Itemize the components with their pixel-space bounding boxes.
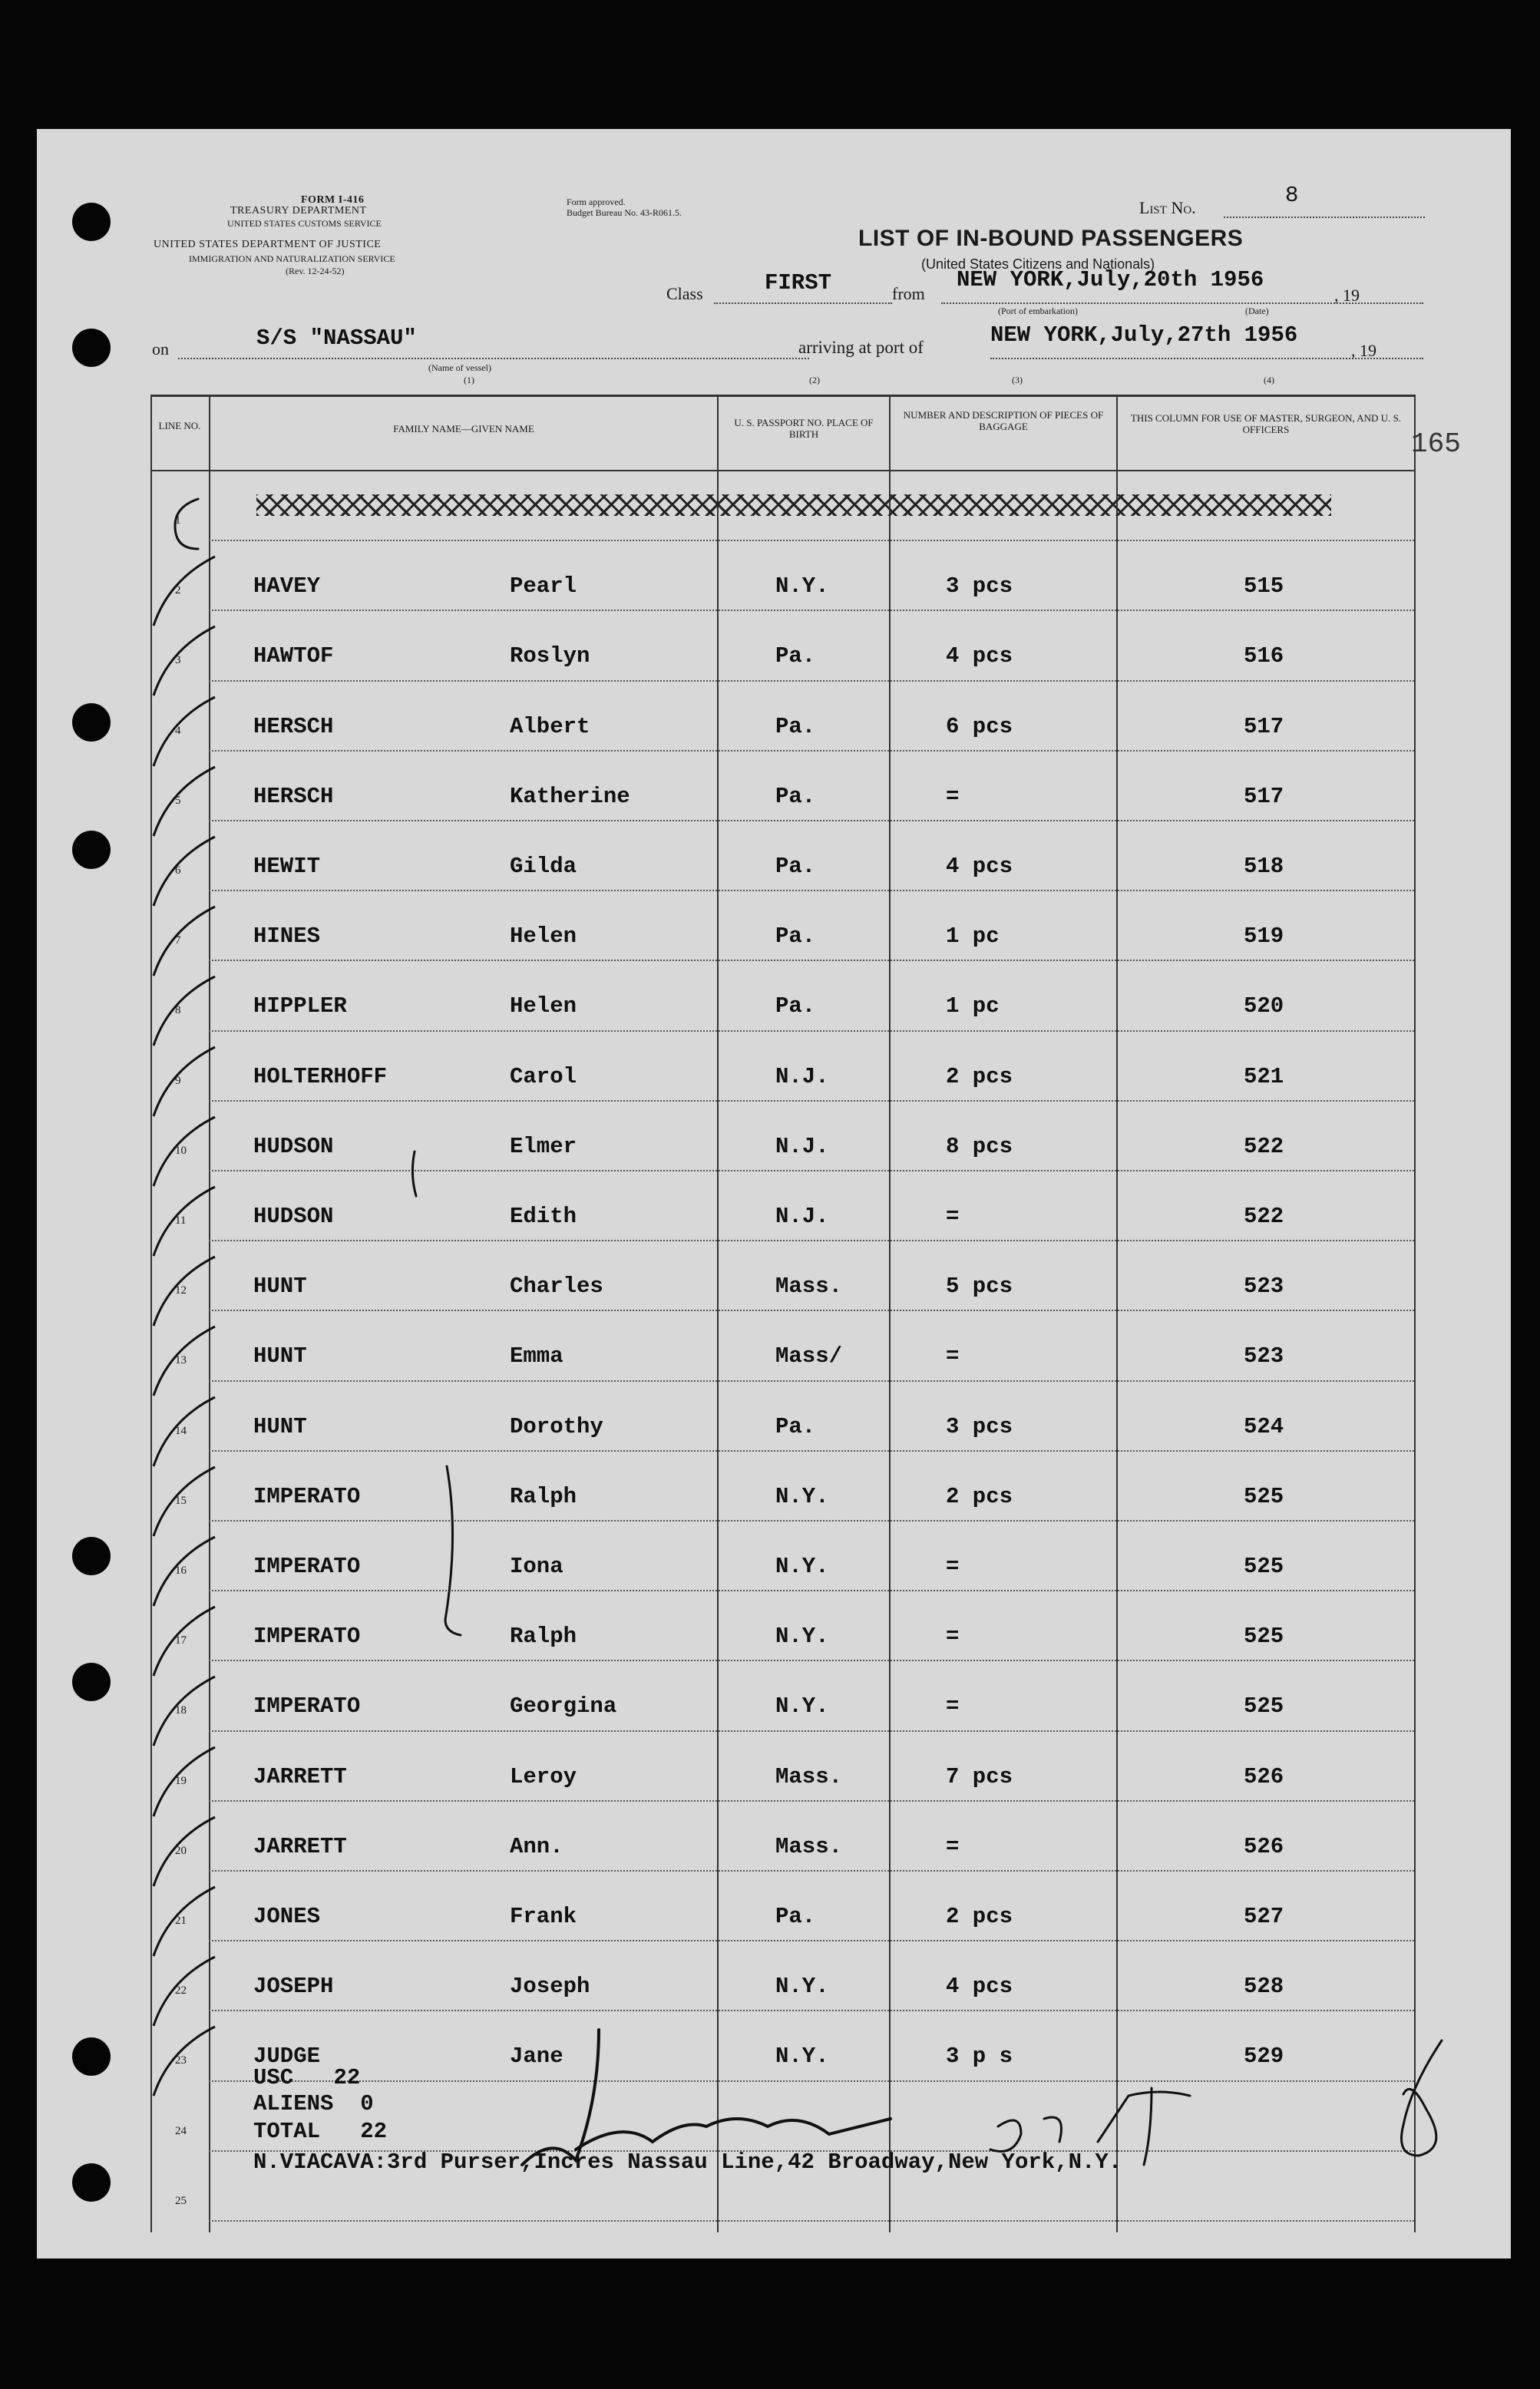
family-name: HAVEY: [253, 573, 321, 600]
baggage-count: 2 pcs: [946, 1483, 1013, 1509]
line-number: 2: [175, 584, 181, 597]
line-number: 25: [175, 2194, 187, 2207]
signature-scrawl: [522, 2030, 599, 2165]
class-value: FIRST: [765, 270, 832, 296]
given-name: Albert: [510, 713, 590, 739]
baggage-count: 4 pcs: [946, 854, 1013, 879]
baggage-count: 4 pcs: [946, 643, 1013, 669]
place-of-birth: N.Y.: [775, 1624, 829, 1650]
officer-number: 525: [1244, 1554, 1284, 1579]
baggage-count: 3 p s: [946, 2044, 1013, 2070]
given-name: Helen: [510, 993, 577, 1019]
on-label: on: [152, 339, 169, 359]
baggage-count: =: [946, 1204, 960, 1229]
given-name: Dorothy: [510, 1413, 603, 1439]
place-of-birth: N.Y.: [775, 2044, 829, 2070]
place-of-birth: Pa.: [775, 1904, 816, 1929]
given-name: Pearl: [510, 573, 577, 600]
place-of-birth: N.Y.: [775, 573, 829, 600]
given-name: Carol: [510, 1063, 577, 1089]
place-of-birth: Pa.: [775, 1413, 816, 1439]
form-number: FORM I-416: [301, 194, 365, 206]
baggage-count: =: [946, 1624, 960, 1650]
officer-number: 519: [1244, 924, 1284, 950]
baggage-count: =: [946, 1554, 960, 1579]
officer-number: 525: [1244, 1624, 1284, 1650]
signature-scrawl: [576, 2119, 891, 2149]
given-name: Joseph: [510, 1974, 590, 2000]
family-name: JUDGE: [253, 2044, 321, 2070]
ins-service: IMMIGRATION AND NATURALIZATION SERVICE: [189, 253, 395, 264]
handwritten-number: [990, 2088, 1190, 2165]
officer-number: 523: [1244, 1274, 1284, 1300]
family-name: HEWIT: [253, 854, 321, 879]
usc-count: USC 22: [253, 2065, 361, 2090]
list-no-label: List No.: [1139, 198, 1196, 217]
given-name: Emma: [510, 1343, 563, 1370]
family-name: HUNT: [253, 1413, 307, 1439]
officer-number: 523: [1244, 1343, 1284, 1370]
baggage-count: 6 pcs: [946, 713, 1013, 739]
line-number: 23: [175, 2054, 187, 2067]
customs-service: UNITED STATES CUSTOMS SERVICE: [227, 218, 382, 229]
baggage-header: NUMBER AND DESCRIPTION OF PIECES OF BAGGAGE: [903, 409, 1104, 432]
embarkation-value: NEW YORK,July,20th 1956: [957, 267, 1264, 292]
line-number: 11: [175, 1214, 187, 1227]
family-name: HUDSON: [253, 1204, 334, 1229]
line-number: 21: [175, 1915, 187, 1927]
family-name: HUNT: [253, 1274, 307, 1300]
place-of-birth: Pa.: [775, 713, 816, 739]
line-number: 18: [175, 1704, 187, 1717]
line-number: 16: [175, 1565, 187, 1577]
vessel-caption: (Name of vessel): [428, 362, 491, 373]
line-number: 6: [175, 864, 181, 877]
class-label: Class: [666, 284, 703, 303]
baggage-count: 2 pcs: [946, 1063, 1013, 1089]
passport-header: U. S. PASSPORT NO. PLACE OF BIRTH: [734, 417, 874, 440]
given-name: Charles: [510, 1274, 603, 1300]
line-number: 13: [175, 1354, 187, 1367]
arriving-label: arriving at port of: [798, 338, 924, 357]
officer-number: 522: [1244, 1204, 1284, 1229]
handwritten-number: [1402, 2040, 1443, 2156]
place-of-birth: N.J.: [775, 1133, 829, 1159]
given-name: Frank: [510, 1904, 577, 1929]
subtitle: (United States Citizens and Nationals): [921, 256, 1155, 272]
given-name: Iona: [510, 1554, 563, 1579]
baggage-count: 3 pcs: [946, 573, 1013, 600]
given-name: Helen: [510, 924, 577, 950]
baggage-count: 4 pcs: [946, 1974, 1013, 2000]
line-no-header: LINE NO.: [158, 420, 201, 431]
officer-number: 515: [1244, 573, 1284, 600]
officer-number: 521: [1244, 1063, 1284, 1089]
line-number: 14: [175, 1424, 187, 1437]
line-number: 9: [175, 1074, 181, 1087]
given-name: Jane: [510, 2044, 563, 2070]
place-of-birth: Mass/: [775, 1343, 843, 1370]
given-name: Edith: [510, 1204, 577, 1229]
given-name: Roslyn: [510, 643, 590, 669]
year-prefix-2: , 19: [1351, 341, 1376, 360]
family-name: JARRETT: [253, 1833, 347, 1859]
officer-number: 516: [1244, 643, 1284, 669]
budget-bureau: Budget Bureau No. 43-R061.5.: [567, 207, 682, 218]
place-of-birth: N.J.: [775, 1063, 829, 1089]
circled-check-mark: [175, 499, 198, 549]
place-of-birth: N.J.: [775, 1204, 829, 1229]
family-name: JOSEPH: [253, 1974, 334, 2000]
family-name: IMPERATO: [253, 1483, 361, 1509]
officer-number: 517: [1244, 783, 1284, 809]
baggage-count: 1 pc: [946, 924, 1000, 950]
baggage-count: =: [946, 1833, 960, 1859]
baggage-count: 8 pcs: [946, 1133, 1013, 1159]
line-number: 24: [175, 2124, 187, 2137]
officer-number: 524: [1244, 1413, 1284, 1439]
place-of-birth: N.Y.: [775, 1483, 829, 1509]
place-of-birth: Pa.: [775, 783, 816, 809]
place-of-birth: Mass.: [775, 1833, 843, 1859]
from-label: from: [892, 284, 925, 303]
place-of-birth: N.Y.: [775, 1974, 829, 2000]
baggage-count: 3 pcs: [946, 1413, 1013, 1439]
given-name: Ann.: [510, 1833, 563, 1859]
officer-number: 526: [1244, 1833, 1284, 1859]
year-prefix-1: , 19: [1334, 286, 1360, 305]
place-of-birth: Pa.: [775, 924, 816, 950]
bracket-mark: [445, 1466, 461, 1635]
baggage-count: =: [946, 1343, 960, 1370]
form-approved: Form approved.: [567, 197, 626, 207]
family-name: HINES: [253, 924, 321, 950]
family-name: JONES: [253, 1904, 321, 1929]
officer-number: 529: [1244, 2044, 1284, 2070]
vessel-name: S/S "NASSAU": [256, 325, 417, 351]
officer-number: 520: [1244, 993, 1284, 1019]
baggage-count: 5 pcs: [946, 1274, 1013, 1300]
baggage-count: 1 pc: [946, 993, 1000, 1019]
page-title: LIST OF IN-BOUND PASSENGERS: [858, 226, 1244, 251]
line-number: 15: [175, 1494, 187, 1507]
date-caption: (Date): [1245, 306, 1269, 316]
officer-number: 528: [1244, 1974, 1284, 2000]
family-name: JARRETT: [253, 1763, 347, 1789]
line-number: 20: [175, 1844, 187, 1857]
given-name: Katherine: [510, 783, 630, 809]
line-number: 10: [175, 1144, 187, 1157]
place-of-birth: Pa.: [775, 643, 816, 669]
baggage-count: =: [946, 783, 960, 809]
officer-number: 525: [1244, 1693, 1284, 1720]
col1-number: (1): [464, 375, 474, 385]
family-name: HOLTERHOFF: [253, 1063, 388, 1089]
place-of-birth: Mass.: [775, 1274, 843, 1300]
officers-header: THIS COLUMN FOR USE OF MASTER, SURGEON, AND U. S. OFFICERS: [1130, 412, 1402, 435]
revision: (Rev. 12-24-52): [286, 266, 345, 276]
list-no-value: 8: [1285, 183, 1299, 208]
name-header: FAMILY NAME—GIVEN NAME: [393, 423, 534, 435]
line-number: 8: [175, 1004, 181, 1017]
baggage-count: 7 pcs: [946, 1763, 1013, 1789]
family-name: IMPERATO: [253, 1693, 361, 1720]
family-name: HAWTOF: [253, 643, 334, 669]
given-name: Ralph: [510, 1624, 577, 1650]
given-name: Gilda: [510, 854, 577, 879]
family-name: IMPERATO: [253, 1554, 361, 1579]
officer-number: 527: [1244, 1904, 1284, 1929]
line-number: 4: [175, 724, 181, 737]
total-count: TOTAL 22: [253, 2119, 388, 2144]
line-number: 12: [175, 1284, 187, 1297]
family-name: HERSCH: [253, 783, 334, 809]
baggage-count: =: [946, 1693, 960, 1720]
place-of-birth: Mass.: [775, 1763, 843, 1789]
line-number: 5: [175, 794, 181, 807]
line-number: 3: [175, 654, 181, 667]
line-number: 17: [175, 1634, 187, 1647]
col4-number: (4): [1264, 375, 1274, 385]
family-name: HIPPLER: [253, 993, 347, 1019]
page-stamp: 165: [1411, 428, 1461, 460]
baggage-count: 2 pcs: [946, 1904, 1013, 1929]
given-name: Georgina: [510, 1693, 617, 1720]
treasury-department: TREASURY DEPARTMENT: [230, 205, 367, 216]
officer-number: 526: [1244, 1763, 1284, 1789]
purser-signature-line: N.VIACAVA:3rd Purser,Incres Nassau Line,42 Broadway,New York,N.Y.: [253, 2149, 1122, 2175]
given-name: Ralph: [510, 1483, 577, 1509]
arrival-value: NEW YORK,July,27th 1956: [990, 322, 1298, 348]
officer-number: 517: [1244, 713, 1284, 739]
bracket-mark: [412, 1152, 416, 1196]
officer-number: 522: [1244, 1133, 1284, 1159]
family-name: IMPERATO: [253, 1624, 361, 1650]
given-name: Elmer: [510, 1133, 577, 1159]
col2-number: (2): [809, 375, 820, 385]
place-of-birth: N.Y.: [775, 1693, 829, 1720]
family-name: HERSCH: [253, 713, 334, 739]
line-number: 7: [175, 934, 181, 947]
line-number: 22: [175, 1984, 187, 1997]
family-name: HUDSON: [253, 1133, 334, 1159]
line-number: 19: [175, 1774, 187, 1787]
col3-number: (3): [1012, 375, 1023, 385]
officer-number: 518: [1244, 854, 1284, 879]
aliens-count: ALIENS 0: [253, 2091, 374, 2116]
embarkation-caption: (Port of embarkation): [998, 306, 1078, 316]
place-of-birth: Pa.: [775, 993, 816, 1019]
place-of-birth: Pa.: [775, 854, 816, 879]
place-of-birth: N.Y.: [775, 1554, 829, 1579]
given-name: Leroy: [510, 1763, 577, 1789]
family-name: HUNT: [253, 1343, 307, 1370]
dept-justice: UNITED STATES DEPARTMENT OF JUSTICE: [154, 239, 382, 250]
officer-number: 525: [1244, 1483, 1284, 1509]
line-number: 1: [175, 514, 181, 527]
